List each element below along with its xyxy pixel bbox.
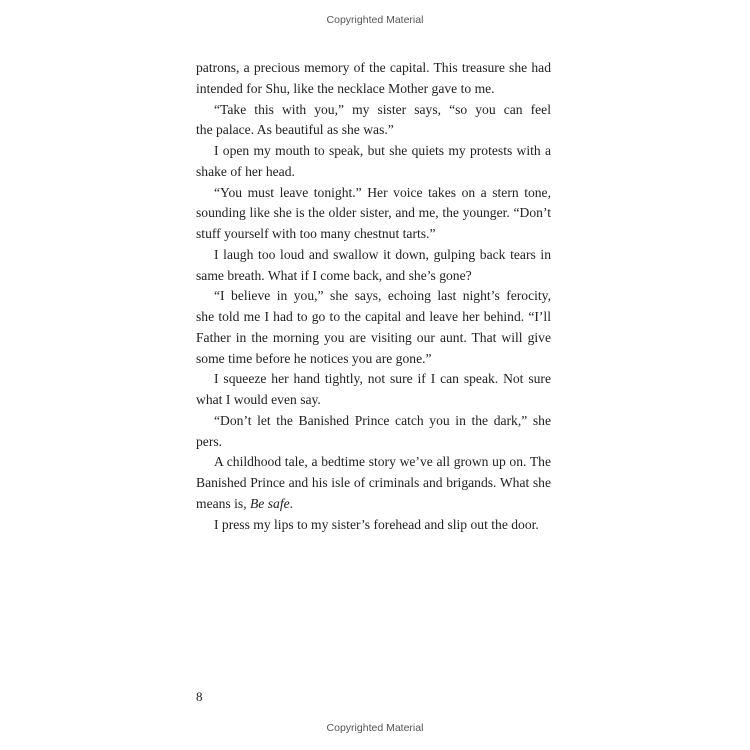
text-line: “You must leave tonight.” Her voice takes on a stern tone, (214, 184, 551, 200)
text-line: intended for Shu, like the necklace Mother gave to me. (196, 80, 495, 96)
text-line: I press my lips to my sister’s forehead and slip out the door. (214, 516, 539, 532)
text-line: Banished Prince and his isle of criminals and brigands. What she (196, 475, 551, 490)
text-segment: means is, (196, 495, 250, 511)
text-line: what I would even say. (196, 392, 321, 407)
text-line: same breath. What if I come back, and she’s gone? (196, 267, 472, 283)
text-line: I laugh too loud and swallow it down, gulping back tears in (214, 246, 551, 262)
text-line: some time before he notices you are gone.” (196, 350, 432, 366)
text-line: “I believe in you,” she says, echoing last night’s ferocity, (214, 288, 551, 304)
text-line: A childhood tale, a bedtime story we’ve all grown up on. The (214, 454, 551, 470)
text-line: pers. (196, 433, 223, 449)
text-line: the palace. As beautiful as she was.” (196, 122, 394, 138)
copyright-watermark-top: Copyrighted Material (326, 14, 424, 26)
text-line: I open my mouth to speak, but she quiets my protests with a (214, 143, 551, 158)
text-line (196, 494, 551, 515)
text-line: shake of her head. (196, 163, 295, 179)
text-line: “Take this with you,” my sister says, “so you can feel (214, 101, 551, 117)
page-body (196, 58, 551, 535)
text-line: I squeeze her hand tightly, not sure if I can speak. Not sure (214, 371, 551, 387)
italic-phrase: Be safe (250, 495, 290, 511)
text-line: patrons, a precious memory of the capital. This treasure she had (196, 60, 551, 75)
text-line: sounding like she is the older sister, and me, the younger. “Don’t (196, 205, 551, 221)
text-line: stuff yourself with too many chestnut tarts.” (196, 226, 436, 241)
page-number: 8 (196, 689, 203, 704)
text-line: Father in the morning you are visiting our aunt. That will give (196, 329, 551, 345)
copyright-watermark-bottom: Copyrighted Material (326, 722, 424, 734)
text-line: “Don’t let the Banished Prince catch you in the dark,” she (214, 412, 551, 428)
text-segment: . (289, 495, 294, 511)
text-line: she told me I had to go to the capital and leave her behind. “I’ll (196, 309, 551, 324)
